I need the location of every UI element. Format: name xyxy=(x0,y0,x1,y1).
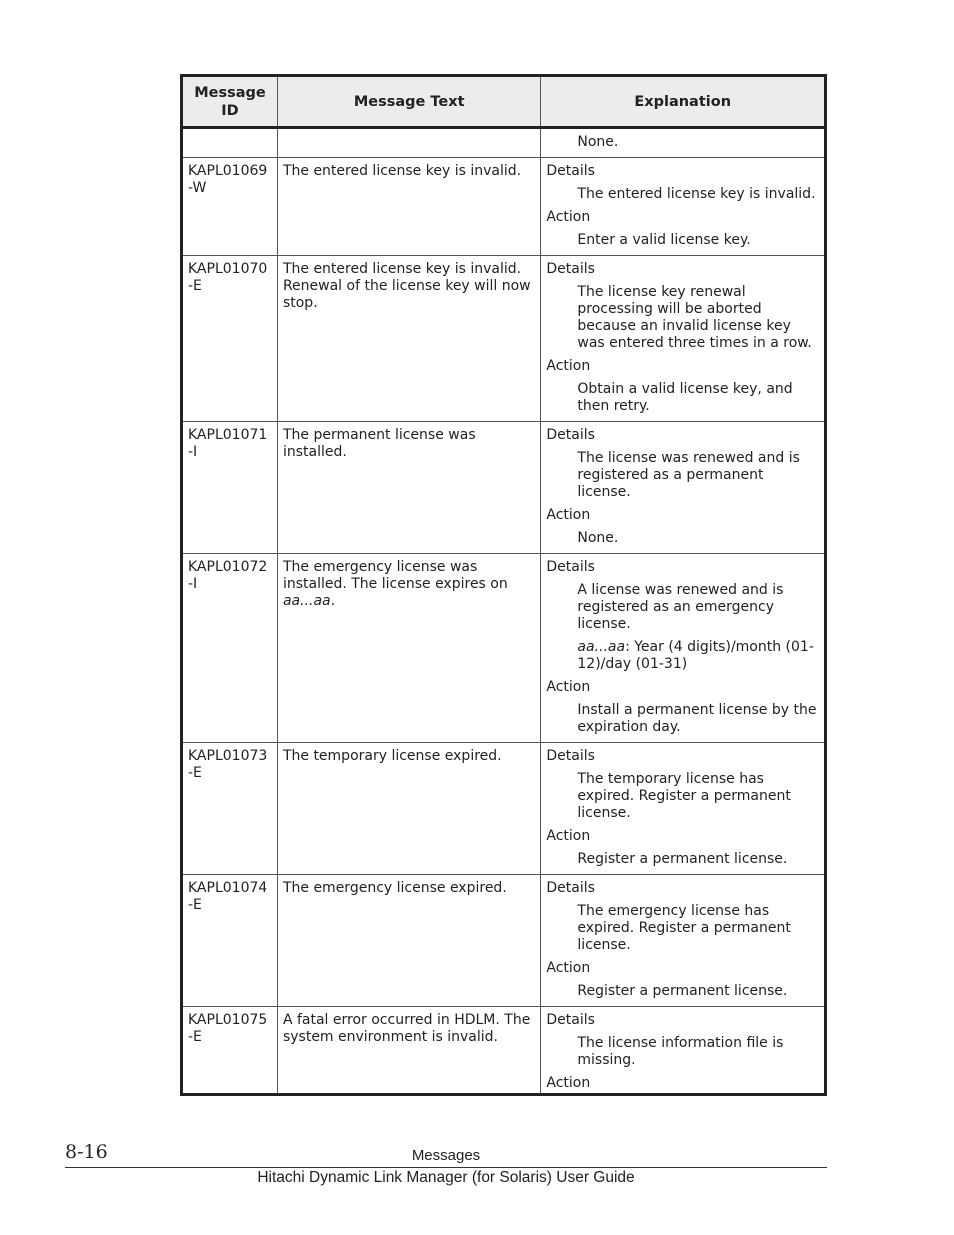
action-label: Action xyxy=(546,960,591,976)
table-row xyxy=(182,875,826,1007)
details-text: The license key renewal processing will be aborted because an invalid license key was entered three times in a row. xyxy=(577,284,812,351)
message-id: KAPL01071 -I xyxy=(182,422,278,554)
header-message-id: Message ID xyxy=(182,76,278,128)
message-id: KAPL01073 -E xyxy=(182,743,278,875)
action-label: Action xyxy=(546,679,591,695)
details-label: Details xyxy=(546,163,595,179)
header-message-text: Message Text xyxy=(277,76,540,128)
message-text: The permanent license was installed. xyxy=(277,422,540,554)
table-row-continuation xyxy=(182,128,826,158)
footer-divider xyxy=(65,1167,827,1168)
action-label: Action xyxy=(546,1075,591,1091)
action-text: Register a permanent license. xyxy=(577,851,788,867)
action-text: None. xyxy=(577,530,619,546)
table-row xyxy=(182,1007,826,1095)
footer-guide-title: Hitachi Dynamic Link Manager (for Solaris) User Guide xyxy=(257,1169,635,1186)
action-text: Obtain a valid license key, and then retry. xyxy=(577,381,793,414)
action-label: Action xyxy=(546,209,591,225)
explanation xyxy=(541,743,826,875)
explanation xyxy=(541,256,826,422)
details-label: Details xyxy=(546,748,595,764)
continued-explanation: None. xyxy=(577,134,619,150)
message-id: KAPL01072 -I xyxy=(182,554,278,743)
message-text: A fatal error occurred in HDLM. The system environment is invalid. xyxy=(277,1007,540,1095)
message-text: The entered license key is invalid. xyxy=(277,158,540,256)
table-row xyxy=(182,554,826,743)
explanation xyxy=(541,875,826,1007)
action-label: Action xyxy=(546,828,591,844)
table-header-row xyxy=(182,76,826,128)
messages-table xyxy=(180,74,827,1096)
table-row xyxy=(182,158,826,256)
action-text: Install a permanent license by the expiration day. xyxy=(577,702,817,735)
message-text: The entered license key is invalid. Renewal of the license key will now stop. xyxy=(277,256,540,422)
details-label: Details xyxy=(546,427,595,443)
details-label: Details xyxy=(546,261,595,277)
details-text: The entered license key is invalid. xyxy=(577,186,816,202)
action-text: Enter a valid license key. xyxy=(577,232,751,248)
message-id: KAPL01075 -E xyxy=(182,1007,278,1095)
details-text: The emergency license has expired. Register a permanent license. xyxy=(577,903,791,953)
explanation xyxy=(541,422,826,554)
details-text: The temporary license has expired. Register a permanent license. xyxy=(577,771,791,821)
message-text: The temporary license expired. xyxy=(277,743,540,875)
action-label: Action xyxy=(546,507,591,523)
message-id: KAPL01069 -W xyxy=(182,158,278,256)
table-row xyxy=(182,256,826,422)
details-text: The license information file is missing. xyxy=(577,1035,784,1068)
table-row xyxy=(182,422,826,554)
explanation xyxy=(541,554,826,743)
details-label: Details xyxy=(546,1012,595,1028)
explanation xyxy=(541,1007,826,1095)
message-id: KAPL01074 -E xyxy=(182,875,278,1007)
details-variable-desc: aa...aa: Year (4 digits)/month (01-12)/day (01-31) xyxy=(577,639,814,672)
table-row xyxy=(182,743,826,875)
variable-text: aa...aa xyxy=(282,593,331,609)
details-label: Details xyxy=(546,880,595,896)
details-label: Details xyxy=(546,559,595,575)
explanation xyxy=(541,158,826,256)
details-text: The license was renewed and is registered as a permanent license. xyxy=(577,450,800,500)
header-explanation: Explanation xyxy=(541,76,826,128)
message-text: The emergency license was installed. The license expires on aa...aa. xyxy=(277,554,540,743)
details-text: A license was renewed and is registered as an emergency license. xyxy=(577,582,784,632)
message-id: KAPL01070 -E xyxy=(182,256,278,422)
page-number: 8-16 xyxy=(65,1141,108,1163)
message-text: The emergency license expired. xyxy=(277,875,540,1007)
action-text: Register a permanent license. xyxy=(577,983,788,999)
footer-section-title: Messages xyxy=(411,1147,481,1164)
action-label: Action xyxy=(546,358,591,374)
